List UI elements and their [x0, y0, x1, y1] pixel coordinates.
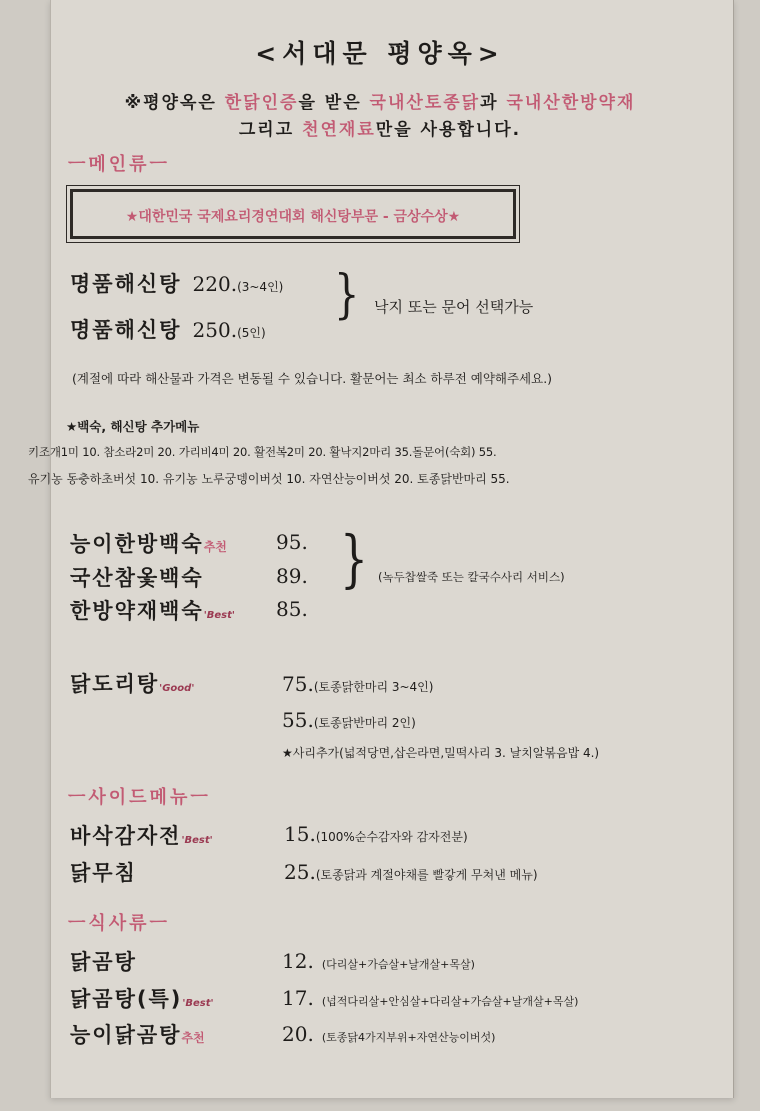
menu-item-haesintang-1	[70, 268, 283, 298]
menu-item-baeksuk-3	[70, 595, 235, 625]
item-note: (넙적다리살+안심살+다리살+가슴살+날개살+목살)	[321, 995, 579, 1008]
item-price: 20.	[282, 1022, 314, 1046]
award-text: ★대한민국 국제요리경연대회 해신탕부문 - 금상수상★	[125, 209, 461, 225]
item-price: 85.	[276, 597, 308, 621]
side-1-price	[284, 822, 468, 846]
menu-item-dakdoritang	[70, 668, 194, 698]
item-note: (토종닭4가지부위+자연산능이버섯)	[321, 1031, 496, 1044]
item-price: 25.	[284, 860, 316, 884]
baeksuk-brace-note: (녹두찹쌀죽 또는 칼국수사리 서비스)	[378, 570, 565, 584]
item-note: (토종닭반마리 2인)	[313, 716, 416, 730]
menu-item-meal-2	[70, 983, 214, 1013]
intro-text: 과	[480, 93, 507, 113]
award-box	[70, 189, 516, 239]
item-tag: 'Best'	[182, 998, 214, 1009]
menu-title: <서대문 평양옥>	[255, 39, 505, 68]
intro-text: 만을 사용합니다.	[375, 120, 522, 140]
item-tag: 'Best'	[203, 610, 235, 621]
item-tag: 'Good'	[159, 683, 195, 694]
menu-item-side-1	[70, 820, 213, 850]
season-notice: (계절에 따라 해산물과 가격은 변동될 수 있습니다. 활문어는 최소 하루전 예약해주세요.)	[72, 371, 553, 386]
item-name: 명품해신탕	[70, 318, 182, 342]
item-price: 250.	[192, 318, 238, 342]
intro-highlight: 국내산한방약재	[506, 93, 636, 113]
intro-highlight: 국내산토종닭	[369, 93, 481, 113]
item-note: (다리살+가슴살+날개살+목살)	[321, 958, 475, 971]
brace-icon: }	[340, 523, 368, 596]
brace-icon: }	[334, 265, 360, 325]
intro-highlight: 한닭인증	[224, 93, 299, 113]
extras-line-2: 유기농 동충하초버섯 10. 유기농 노루궁뎅이버섯 10. 자연산능이버섯 20. 토종닭반마리 55.	[28, 472, 510, 486]
section-side-heading: ㅡ사이드메뉴ㅡ	[68, 787, 211, 808]
item-name: 능이닭곰탕	[70, 1023, 182, 1047]
item-name: 바삭감자전	[70, 824, 182, 848]
meal-3-price	[282, 1022, 495, 1046]
intro-line-1	[0, 88, 760, 113]
menu-item-side-2	[70, 857, 137, 887]
item-note: (토종닭한마리 3~4인)	[313, 680, 434, 694]
item-note: (토종닭과 계절야채를 빨갛게 무쳐낸 메뉴)	[315, 868, 538, 882]
item-price: 220.	[192, 272, 238, 296]
item-name: 닭곰탕	[70, 950, 137, 974]
item-note: (100%순수감자와 감자전분)	[315, 830, 468, 844]
item-note: (3~4인)	[237, 280, 284, 294]
section-meal-heading: ㅡ식사류ㅡ	[68, 913, 170, 934]
item-price: 75.	[282, 672, 314, 696]
item-tag: 'Best'	[181, 835, 213, 846]
side-2-price	[284, 860, 538, 884]
item-price: 12.	[282, 949, 314, 973]
dakdoritang-option-2	[282, 708, 416, 732]
menu-item-meal-1	[70, 946, 137, 976]
item-tag: 추천	[203, 540, 227, 554]
item-name: 국산참옻백숙	[70, 566, 204, 590]
item-name: 한방약재백숙	[70, 599, 204, 623]
item-name: 명품해신탕	[70, 272, 182, 296]
intro-highlight: 천연재료	[302, 120, 376, 140]
item-name: 닭곰탕(특)	[70, 987, 183, 1011]
item-tag: 추천	[181, 1031, 205, 1045]
item-price: 55.	[282, 708, 314, 732]
menu-item-haesintang-2	[70, 314, 266, 344]
menu-item-meal-3	[70, 1019, 205, 1049]
haesintang-brace-note: 낙지 또는 문어 선택가능	[374, 298, 534, 316]
meal-2-price	[282, 986, 578, 1010]
intro-text: 을 받은	[298, 93, 370, 113]
item-name: 능이한방백숙	[70, 532, 204, 556]
meal-1-price	[282, 949, 475, 973]
extras-line-1: 키조개1미 10. 참소라2미 20. 가리비4미 20. 활전복2미 20. 활낙지2마리 35.돌문어(숙회) 55.	[28, 445, 497, 459]
dakdoritang-addon: ★사리추가(넓적당면,삽은라면,밀떡사리 3. 날치알볶음밥 4.)	[282, 746, 600, 760]
extras-title: ★백숙, 해신탕 추가메뉴	[66, 419, 200, 434]
menu-item-baeksuk-2	[70, 562, 204, 592]
item-name: 닭도리탕	[70, 672, 160, 696]
item-price: 15.	[284, 822, 316, 846]
dakdoritang-option-1	[282, 672, 433, 696]
intro-line-2	[0, 115, 760, 140]
item-note: (5인)	[237, 326, 266, 340]
intro-text: 그리고	[238, 120, 303, 140]
intro-text: ※평양옥은	[124, 93, 225, 113]
item-price: 89.	[276, 564, 308, 588]
item-price: 17.	[282, 986, 314, 1010]
item-name: 닭무침	[70, 861, 137, 885]
menu-item-baeksuk-1	[70, 528, 227, 558]
item-price: 95.	[276, 530, 308, 554]
section-main-heading: ㅡ메인류ㅡ	[68, 154, 170, 175]
